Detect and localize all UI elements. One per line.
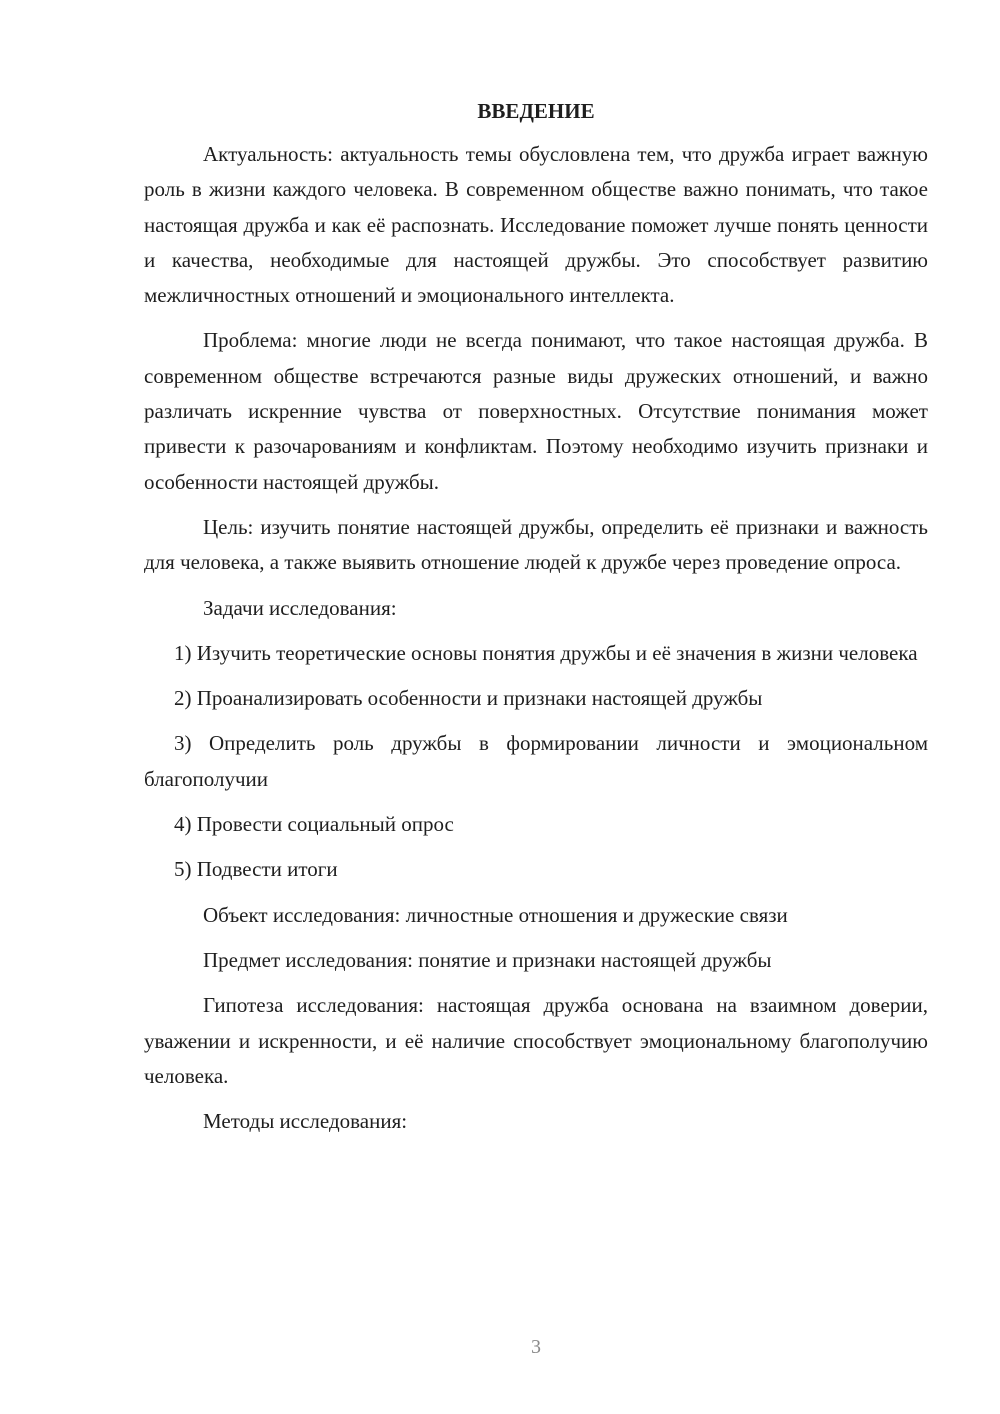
paragraph-goal: Цель: изучить понятие настоящей дружбы, определить её признаки и важность для человека, а также выявить отношение людей к дружбе через проведение опроса.	[144, 514, 928, 575]
page-title: ВВЕДЕНИЕ	[477, 99, 595, 123]
page-content	[144, 96, 928, 1149]
task-item-2: 2) Проанализировать особенности и признаки настоящей дружбы	[174, 686, 763, 711]
task-item-4: 4) Провести социальный опрос	[174, 812, 454, 837]
methods-heading: Методы исследования:	[203, 1109, 408, 1134]
task-item-3: 3) Определить роль дружбы в формировании личности и эмоциональном благополучии	[144, 731, 928, 791]
tasks-heading: Задачи исследования:	[203, 595, 397, 620]
task-item-5: 5) Подвести итоги	[174, 857, 338, 882]
paragraph-relevance: Актуальность: актуальность темы обусловлена тем, что дружба играет важную роль в жизни каждого человека. В современном обществе важно понимать, что такое настоящая дружба и как её распознать. Исследование поможет лучше понять ценности и качества, необходимые для настоящей дружбы. Это способствует развитию межличностных отношений и эмоционального интеллекта.	[144, 142, 928, 308]
paragraph-problem: Проблема: многие люди не всегда понимают, что такое настоящая дружба. В современном обществе встречаются разные виды дружеских отношений, и важно различать искренние чувства от поверхностных. Отсутствие понимания может привести к разочарованиям и конфликтам. Поэтому необходимо изучить признаки и особенности настоящей дружбы.	[144, 328, 928, 494]
task-item-1: 1) Изучить теоретические основы понятия дружбы и её значения в жизни человека	[174, 640, 918, 665]
paragraph-object: Объект исследования: личностные отношения и дружеские связи	[203, 902, 788, 927]
page-number: 3	[531, 1336, 541, 1358]
paragraph-hypothesis: Гипотеза исследования: настоящая дружба основана на взаимном доверии, уважении и искренности, и её наличие способствует эмоциональному благополучию человека.	[144, 993, 928, 1088]
paragraph-subject: Предмет исследования: понятие и признаки настоящей дружбы	[203, 947, 772, 972]
